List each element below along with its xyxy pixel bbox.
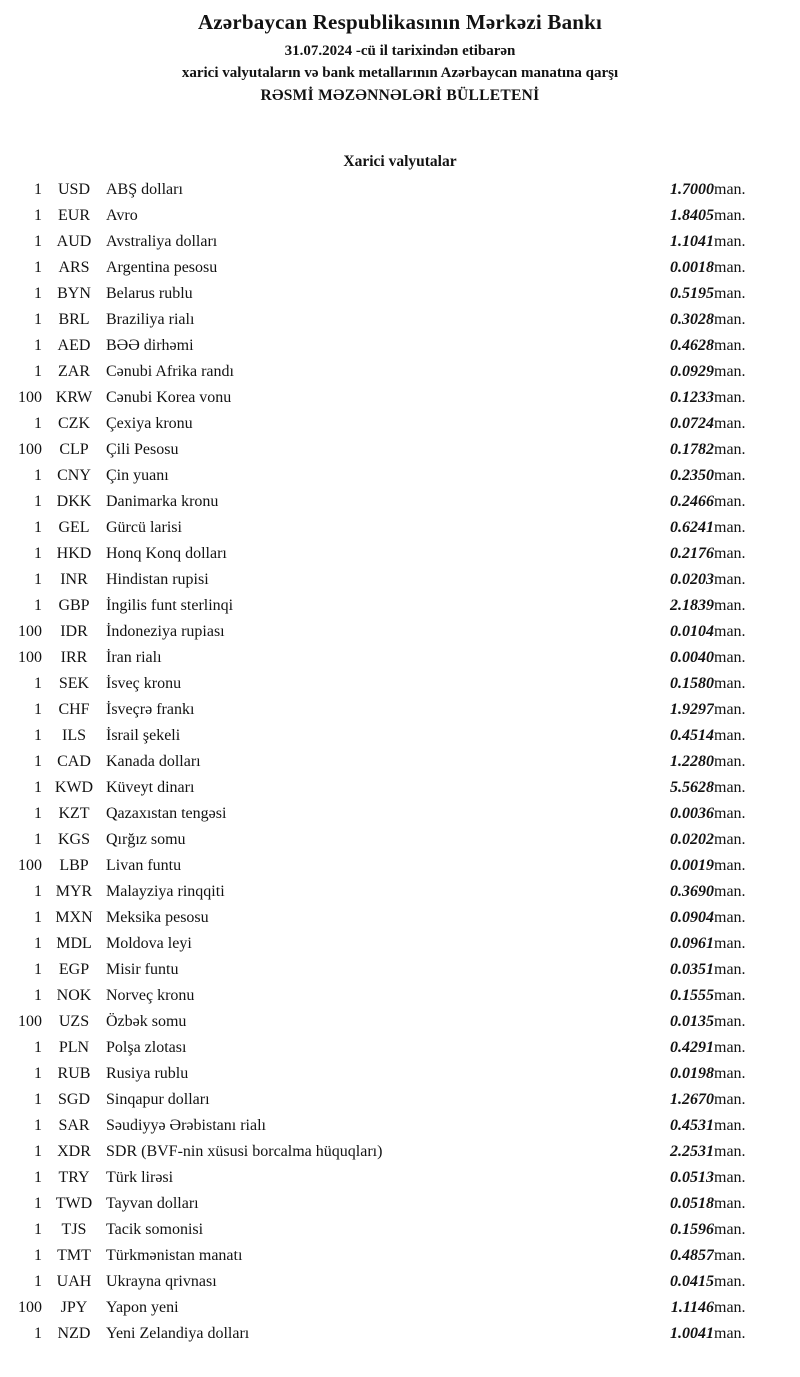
currency-name: Küveyt dinarı xyxy=(106,779,195,796)
currency-quantity: 1 xyxy=(34,363,42,380)
currency-code: KZT xyxy=(58,805,90,822)
currency-code: CLP xyxy=(59,441,89,458)
currency-code: KRW xyxy=(55,389,93,406)
table-row xyxy=(6,879,772,905)
currency-name: İsrail şekeli xyxy=(106,727,181,744)
currency-unit: man. xyxy=(714,1169,746,1186)
currency-code: ZAR xyxy=(58,363,90,380)
currency-rate: 1.0041 xyxy=(670,1325,714,1342)
table-row xyxy=(6,1243,772,1269)
currency-unit: man. xyxy=(714,493,746,510)
currency-unit: man. xyxy=(714,441,746,458)
currency-name: Çexiya kronu xyxy=(106,415,193,432)
currency-unit: man. xyxy=(714,415,746,432)
currency-unit: man. xyxy=(714,285,746,302)
currency-rate: 0.4531 xyxy=(670,1117,714,1134)
currency-quantity: 1 xyxy=(34,1143,42,1160)
currency-unit: man. xyxy=(714,753,746,770)
currency-name: Belarus rublu xyxy=(106,285,193,302)
currency-quantity: 1 xyxy=(34,961,42,978)
currency-quantity: 1 xyxy=(34,727,42,744)
currency-quantity: 100 xyxy=(18,1013,42,1030)
currency-quantity: 1 xyxy=(34,467,42,484)
currency-rate: 0.0198 xyxy=(670,1065,714,1082)
table-row xyxy=(6,255,772,281)
currency-quantity: 1 xyxy=(34,337,42,354)
currency-code: JPY xyxy=(60,1299,88,1316)
currency-name: Gürcü larisi xyxy=(106,519,182,536)
currency-rate: 0.0724 xyxy=(670,415,714,432)
currency-quantity: 100 xyxy=(18,441,42,458)
currency-unit: man. xyxy=(714,883,746,900)
currency-rate: 2.2531 xyxy=(670,1143,714,1160)
table-row xyxy=(6,853,772,879)
table-row xyxy=(6,281,772,307)
currency-rate: 0.0961 xyxy=(670,935,714,952)
currency-unit: man. xyxy=(714,1013,746,1030)
currency-quantity: 100 xyxy=(18,857,42,874)
currency-code: CHF xyxy=(58,701,90,718)
currency-code: IDR xyxy=(60,623,88,640)
currency-rate: 0.0036 xyxy=(670,805,714,822)
currency-code: IRR xyxy=(60,649,88,666)
currency-rate: 1.8405 xyxy=(670,207,714,224)
currency-name: Cənubi Afrika randı xyxy=(106,363,234,380)
currency-code: NZD xyxy=(57,1325,91,1342)
currency-code: UZS xyxy=(58,1013,90,1030)
currency-rate: 0.2466 xyxy=(670,493,714,510)
currency-rate: 0.4514 xyxy=(670,727,714,744)
table-row xyxy=(6,1139,772,1165)
currency-name: Meksika pesosu xyxy=(106,909,209,926)
currency-unit: man. xyxy=(714,987,746,1004)
table-row xyxy=(6,1295,772,1321)
currency-unit: man. xyxy=(714,909,746,926)
currency-rate: 0.0135 xyxy=(670,1013,714,1030)
table-row xyxy=(6,203,772,229)
currency-code: MYR xyxy=(55,883,93,900)
currency-code: HKD xyxy=(56,545,92,562)
currency-name: İsveç kronu xyxy=(106,675,182,692)
table-row xyxy=(6,723,772,749)
currency-quantity: 1 xyxy=(34,1273,42,1290)
currency-name: Malayziya rinqqiti xyxy=(106,883,225,900)
currency-code: RUB xyxy=(57,1065,91,1082)
currency-name: Honq Konq dolları xyxy=(106,545,227,562)
currency-rate: 0.0351 xyxy=(670,961,714,978)
currency-code: LBP xyxy=(59,857,89,874)
currency-quantity: 1 xyxy=(34,883,42,900)
currency-quantity: 1 xyxy=(34,701,42,718)
currency-name: Türk lirəsi xyxy=(106,1169,174,1186)
effective-date-line: 31.07.2024 -cü il tarixindən etibarən xyxy=(284,43,516,59)
table-row xyxy=(6,645,772,671)
currency-code: XDR xyxy=(57,1143,91,1160)
table-row xyxy=(6,905,772,931)
bulletin-title-line: RƏSMİ MƏZƏNNƏLƏRİ BÜLLETENİ xyxy=(260,87,540,104)
currency-quantity: 1 xyxy=(34,987,42,1004)
currency-unit: man. xyxy=(714,1039,746,1056)
table-row xyxy=(6,1035,772,1061)
currency-unit: man. xyxy=(714,779,746,796)
currency-code: TJS xyxy=(61,1221,87,1238)
currency-rate: 0.1596 xyxy=(670,1221,714,1238)
currency-quantity: 1 xyxy=(34,909,42,926)
table-row xyxy=(6,463,772,489)
currency-name: Norveç kronu xyxy=(106,987,195,1004)
currency-name: İran rialı xyxy=(106,649,162,666)
currency-name: Yeni Zelandiya dolları xyxy=(106,1325,250,1342)
currency-name: Ukrayna qrivnası xyxy=(106,1273,217,1290)
currency-name: Cənubi Korea vonu xyxy=(106,389,232,406)
currency-rate: 0.0513 xyxy=(670,1169,714,1186)
currency-quantity: 100 xyxy=(18,623,42,640)
currency-name: İsveçrə frankı xyxy=(106,701,195,718)
currency-code: MDL xyxy=(56,935,92,952)
currency-name: Avro xyxy=(106,207,138,224)
table-row xyxy=(6,931,772,957)
currency-code: ILS xyxy=(62,727,86,744)
bank-title: Azərbaycan Respublikasının Mərkəzi Bankı xyxy=(197,10,603,34)
table-row xyxy=(6,177,772,203)
currency-rate: 0.5195 xyxy=(670,285,714,302)
currency-code: TMT xyxy=(57,1247,91,1264)
currency-code: INR xyxy=(60,571,88,588)
currency-name: Livan funtu xyxy=(106,857,182,874)
table-row xyxy=(6,1269,772,1295)
currency-code: EGP xyxy=(58,961,90,978)
exchange-rates-table xyxy=(6,177,772,1347)
currency-name: BƏƏ dirhəmi xyxy=(106,337,194,354)
currency-rate: 0.2176 xyxy=(670,545,714,562)
currency-unit: man. xyxy=(714,961,746,978)
table-row xyxy=(6,593,772,619)
currency-quantity: 1 xyxy=(34,259,42,276)
currency-quantity: 100 xyxy=(18,389,42,406)
currency-code: SAR xyxy=(58,1117,90,1134)
document-header xyxy=(0,10,800,105)
currency-rate: 0.0040 xyxy=(670,649,714,666)
currency-code: PLN xyxy=(58,1039,90,1056)
currency-quantity: 1 xyxy=(34,1065,42,1082)
currency-name: Misir funtu xyxy=(106,961,179,978)
currency-rate: 0.0203 xyxy=(670,571,714,588)
currency-unit: man. xyxy=(714,259,746,276)
currency-rate: 0.0202 xyxy=(670,831,714,848)
table-row xyxy=(6,1087,772,1113)
currency-unit: man. xyxy=(714,1273,746,1290)
table-row xyxy=(6,957,772,983)
currency-unit: man. xyxy=(714,1247,746,1264)
currency-name: Danimarka kronu xyxy=(106,493,219,510)
currency-quantity: 1 xyxy=(34,181,42,198)
currency-rate: 0.0929 xyxy=(670,363,714,380)
table-row xyxy=(6,827,772,853)
currency-unit: man. xyxy=(714,597,746,614)
table-row xyxy=(6,801,772,827)
currency-rate: 0.1233 xyxy=(670,389,714,406)
currency-name: Çin yuanı xyxy=(106,467,169,484)
currency-code: KWD xyxy=(54,779,94,796)
currency-unit: man. xyxy=(714,519,746,536)
currency-name: İndoneziya rupiası xyxy=(106,623,225,640)
currency-rate: 1.9297 xyxy=(670,701,714,718)
currency-rate: 0.0018 xyxy=(670,259,714,276)
currency-name: Avstraliya dolları xyxy=(106,233,218,250)
table-row xyxy=(6,1321,772,1347)
table-row xyxy=(6,983,772,1009)
currency-name: Argentina pesosu xyxy=(106,259,218,276)
currency-quantity: 100 xyxy=(18,1299,42,1316)
currency-code: GEL xyxy=(58,519,90,536)
currency-name: Moldova leyi xyxy=(106,935,192,952)
currency-unit: man. xyxy=(714,363,746,380)
currency-quantity: 1 xyxy=(34,1221,42,1238)
table-row xyxy=(6,411,772,437)
currency-rate: 2.1839 xyxy=(670,597,714,614)
currency-rate: 0.3028 xyxy=(670,311,714,328)
currency-unit: man. xyxy=(714,207,746,224)
currency-code: MXN xyxy=(55,909,93,926)
currency-rate: 0.2350 xyxy=(670,467,714,484)
currency-code: GBP xyxy=(58,597,90,614)
table-row xyxy=(6,437,772,463)
currency-quantity: 1 xyxy=(34,675,42,692)
currency-rate: 0.1782 xyxy=(670,441,714,458)
currency-rate: 0.0518 xyxy=(670,1195,714,1212)
currency-unit: man. xyxy=(714,1117,746,1134)
table-row xyxy=(6,619,772,645)
currency-name: SDR (BVF-nin xüsusi borcalma hüquqları) xyxy=(106,1143,383,1160)
currency-quantity: 1 xyxy=(34,935,42,952)
currency-quantity: 1 xyxy=(34,415,42,432)
currency-code: CZK xyxy=(58,415,90,432)
currency-name: Braziliya rialı xyxy=(106,311,195,328)
currency-rate: 0.4628 xyxy=(670,337,714,354)
currency-unit: man. xyxy=(714,1221,746,1238)
currency-quantity: 1 xyxy=(34,597,42,614)
currency-name: Rusiya rublu xyxy=(106,1065,189,1082)
table-row xyxy=(6,567,772,593)
currency-quantity: 1 xyxy=(34,753,42,770)
currency-unit: man. xyxy=(714,675,746,692)
currency-unit: man. xyxy=(714,857,746,874)
currency-unit: man. xyxy=(714,1299,746,1316)
currency-code: TRY xyxy=(58,1169,90,1186)
currency-unit: man. xyxy=(714,389,746,406)
currency-name: Türkmənistan manatı xyxy=(106,1247,243,1264)
currency-unit: man. xyxy=(714,571,746,588)
currency-code: EUR xyxy=(58,207,90,224)
currency-unit: man. xyxy=(714,1325,746,1342)
table-row xyxy=(6,489,772,515)
currency-quantity: 1 xyxy=(34,779,42,796)
currency-unit: man. xyxy=(714,649,746,666)
currency-rate: 1.1041 xyxy=(670,233,714,250)
currency-code: NOK xyxy=(56,987,92,1004)
table-row xyxy=(6,515,772,541)
currency-rate: 0.6241 xyxy=(670,519,714,536)
currency-code: USD xyxy=(57,181,90,198)
currency-rate: 0.0104 xyxy=(670,623,714,640)
table-row xyxy=(6,697,772,723)
currency-unit: man. xyxy=(714,1195,746,1212)
currency-code: BRL xyxy=(58,311,90,328)
currency-quantity: 1 xyxy=(34,1169,42,1186)
currency-unit: man. xyxy=(714,233,746,250)
currency-quantity: 1 xyxy=(34,831,42,848)
currency-rate: 0.0904 xyxy=(670,909,714,926)
currency-code: TWD xyxy=(55,1195,93,1212)
currency-quantity: 100 xyxy=(18,649,42,666)
currency-rate: 0.4291 xyxy=(670,1039,714,1056)
currency-rate: 0.4857 xyxy=(670,1247,714,1264)
currency-rate: 1.2670 xyxy=(670,1091,714,1108)
currency-code: AED xyxy=(57,337,91,354)
currency-code: KGS xyxy=(57,831,90,848)
table-row xyxy=(6,671,772,697)
currency-rate: 1.1146 xyxy=(670,1299,714,1316)
currency-quantity: 1 xyxy=(34,1091,42,1108)
currency-quantity: 1 xyxy=(34,571,42,588)
table-row xyxy=(6,1061,772,1087)
currency-quantity: 1 xyxy=(34,519,42,536)
currency-code: CAD xyxy=(57,753,91,770)
currency-quantity: 1 xyxy=(34,285,42,302)
currency-name: Qazaxıstan tengəsi xyxy=(106,805,227,822)
table-row xyxy=(6,775,772,801)
currency-code: ARS xyxy=(58,259,90,276)
currency-code: UAH xyxy=(56,1273,92,1290)
currency-code: DKK xyxy=(56,493,92,510)
currency-code: BYN xyxy=(57,285,91,302)
currency-rate: 5.5628 xyxy=(670,779,714,796)
currency-quantity: 1 xyxy=(34,1039,42,1056)
table-row xyxy=(6,333,772,359)
currency-rate: 0.0415 xyxy=(670,1273,714,1290)
currency-name: ABŞ dolları xyxy=(106,181,183,198)
table-row xyxy=(6,307,772,333)
table-row xyxy=(6,1113,772,1139)
currency-quantity: 1 xyxy=(34,1325,42,1342)
currency-unit: man. xyxy=(714,337,746,354)
currency-quantity: 1 xyxy=(34,1195,42,1212)
currency-unit: man. xyxy=(714,1065,746,1082)
currency-name: Çili Pesosu xyxy=(106,441,179,458)
currency-unit: man. xyxy=(714,935,746,952)
currency-name: İngilis funt sterlinqi xyxy=(106,597,234,614)
subject-line: xarici valyutaların və bank metallarının Azərbaycan manatına qarşı xyxy=(181,65,619,81)
currency-unit: man. xyxy=(714,831,746,848)
currency-quantity: 1 xyxy=(34,493,42,510)
rates-table-body xyxy=(6,177,772,1347)
currency-unit: man. xyxy=(714,701,746,718)
currency-quantity: 1 xyxy=(34,233,42,250)
currency-name: Tayvan dolları xyxy=(106,1195,199,1212)
table-row xyxy=(6,749,772,775)
currency-name: Hindistan rupisi xyxy=(106,571,209,588)
currency-rate: 0.3690 xyxy=(670,883,714,900)
currency-name: Sinqapur dolları xyxy=(106,1091,210,1108)
currency-rate: 0.1580 xyxy=(670,675,714,692)
currency-rate: 0.0019 xyxy=(670,857,714,874)
currency-unit: man. xyxy=(714,467,746,484)
currency-unit: man. xyxy=(714,1091,746,1108)
currency-unit: man. xyxy=(714,727,746,744)
currency-code: AUD xyxy=(56,233,92,250)
table-row xyxy=(6,1191,772,1217)
currency-unit: man. xyxy=(714,181,746,198)
currency-unit: man. xyxy=(714,311,746,328)
currency-quantity: 1 xyxy=(34,311,42,328)
table-row xyxy=(6,1217,772,1243)
currency-name: Yapon yeni xyxy=(106,1299,179,1316)
currency-quantity: 1 xyxy=(34,805,42,822)
table-row xyxy=(6,1165,772,1191)
currency-unit: man. xyxy=(714,1143,746,1160)
currency-code: SEK xyxy=(58,675,90,692)
currency-name: Səudiyyə Ərəbistanı rialı xyxy=(106,1117,266,1134)
currency-code: CNY xyxy=(57,467,91,484)
section-title-foreign-currencies: Xarici valyutalar xyxy=(343,153,457,170)
currency-unit: man. xyxy=(714,545,746,562)
currency-unit: man. xyxy=(714,805,746,822)
currency-unit: man. xyxy=(714,623,746,640)
table-row xyxy=(6,1009,772,1035)
currency-quantity: 1 xyxy=(34,207,42,224)
currency-name: Tacik somonisi xyxy=(106,1221,204,1238)
currency-quantity: 1 xyxy=(34,545,42,562)
table-row xyxy=(6,541,772,567)
currency-code: SGD xyxy=(57,1091,90,1108)
currency-rate: 0.1555 xyxy=(670,987,714,1004)
currency-name: Özbək somu xyxy=(106,1013,187,1030)
currency-name: Kanada dolları xyxy=(106,753,201,770)
currency-quantity: 1 xyxy=(34,1247,42,1264)
table-row xyxy=(6,385,772,411)
table-row xyxy=(6,359,772,385)
currency-name: Qırğız somu xyxy=(106,831,186,848)
currency-rate: 1.2280 xyxy=(670,753,714,770)
table-row xyxy=(6,229,772,255)
currency-rate: 1.7000 xyxy=(670,181,714,198)
currency-name: Polşa zlotası xyxy=(106,1039,187,1056)
currency-quantity: 1 xyxy=(34,1117,42,1134)
